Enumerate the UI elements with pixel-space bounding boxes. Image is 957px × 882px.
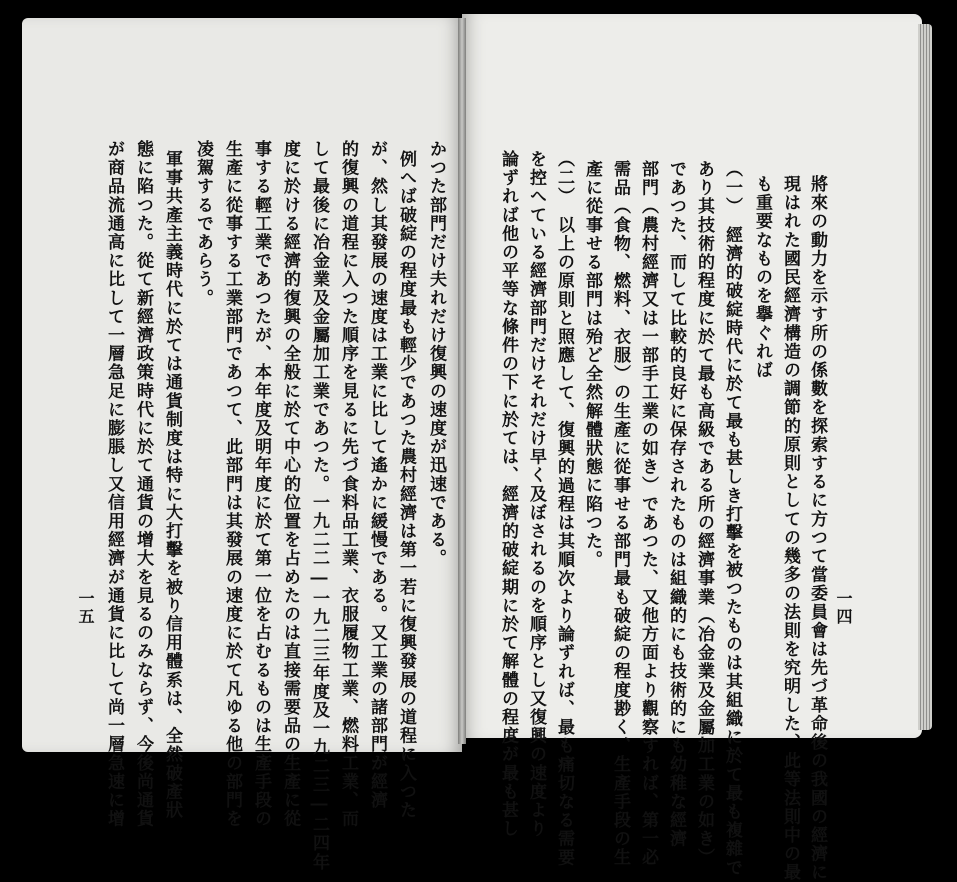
text-column: を控へている經濟部門だけそれだけ早く及ぼされるのを順序とし又復興の速度より: [526, 150, 546, 839]
page-number-right: 一四: [834, 590, 853, 626]
page-number-left: 一五: [76, 590, 95, 626]
text-column: 例へば破綻の程度最も輕少であつた農村經濟は第一若に復興發展の道程に入つた: [396, 150, 416, 820]
text-column: 將來の動力を示す所の係數を探索するに方つて當委員會は先づ革命後の我國の經濟に: [807, 175, 827, 882]
text-column: あり其技術的程度に於て最も高級である所の經濟事業（冶金業及金屬加工業の如き）: [694, 160, 714, 867]
text-column: 事する輕工業であつたが、本年度及明年度に於て第一位を占むるものは生產手段の: [251, 140, 271, 829]
text-column: 現はれた國民經濟構造の調節的原則としての幾多の法則を究明した、此等法則中の最: [780, 175, 800, 882]
book-gutter: [458, 18, 466, 744]
text-column: 度に於ける經濟的復興の全般に於て中心的位置を占めたのは直接需要品の生產に從: [280, 140, 300, 829]
text-column: 態に陷つた。從て新經濟政策時代に於て通貨の增大を見るのみならず、今後尚通貨: [133, 140, 153, 829]
text-column: 產に從事せる部門は殆ど全然解體狀態に陷つた。: [582, 160, 602, 570]
text-column: して最後に冶金業及金屬加工業であつた。一九二二―一九二三年度及一九二三―二四年: [309, 140, 329, 872]
text-column: が、然し其發展の速度は工業に比して遙かに緩慢である。又工業の諸部門が經濟: [367, 140, 387, 810]
page-edges: [918, 24, 932, 730]
text-column: 部門（農村經濟又は一部手工業の如き）であつた、又他方面より觀察すれば、第一必: [638, 160, 658, 867]
text-column: であつた、而して比較的良好に保存されたものは組織的にも技術的にも幼稚な經濟: [666, 160, 686, 849]
text-column: 軍事共產主義時代に於ては通貨制度は特に大打擊を被り信用體系は、全然破產狀: [162, 150, 182, 820]
text-column: （一） 經濟的破綻時代に於て最も甚しき打擊を被つたものは其組織に於て最も複雜で: [722, 160, 742, 877]
text-column: 需品（食物、燃料、衣服）の生產に從事せる部門最も破綻の程度尠く、生產手段の生: [610, 160, 630, 867]
text-column: が商品流通高に比して一層急足に膨脹し又信用經濟が通貨に比して尚一層急速に增: [104, 140, 124, 829]
text-column: 論ずれば他の平等な條件の下に於ては、經濟的破綻期に於て解體の程度が最も甚し: [498, 150, 518, 839]
text-column: かつた部門だけ夫れだけ復興の速度が迅速である。: [426, 140, 446, 568]
text-column: 凌駕するであらう。: [193, 140, 213, 308]
text-column: も重要なものを擧ぐれば: [752, 175, 772, 380]
text-column: 生產に從事する工業部門であつて、此部門は其發展の速度に於て凡ゆる他の部門を: [222, 140, 242, 829]
text-column: （二） 以上の原則と照應して、復興的過程は其順次より論ずれば、最も痛切なる需要: [554, 150, 574, 867]
text-column: 的復興の道程に入つた順序を見るに先づ食料品工業、衣服履物工業、燃料工業、而: [338, 140, 358, 829]
